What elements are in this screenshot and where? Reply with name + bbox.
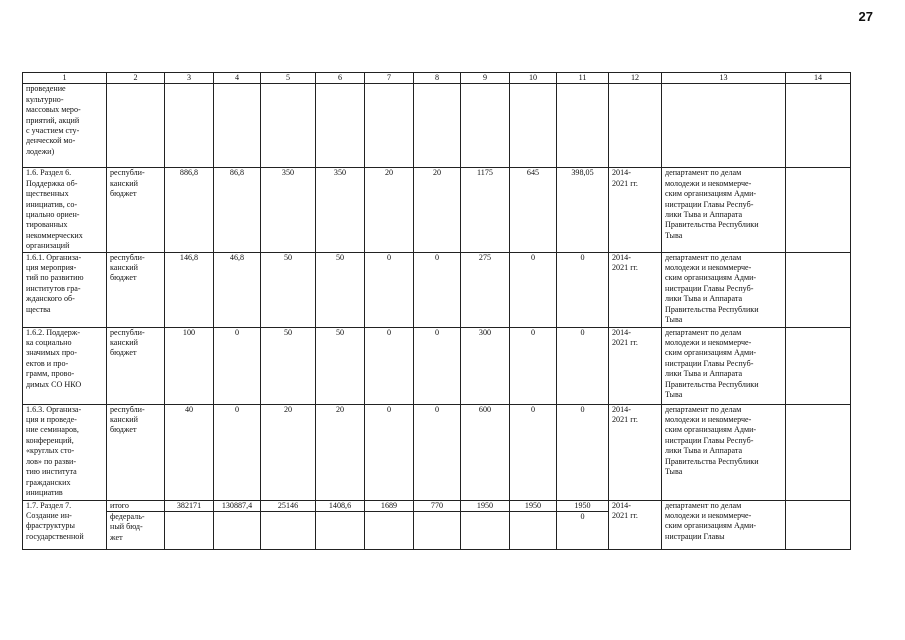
table-row — [23, 404, 851, 500]
value-cell: 146,8 — [165, 252, 214, 327]
value-cell — [316, 84, 365, 168]
source-cell: республи- канский бюджет — [107, 327, 165, 404]
value-cell — [214, 84, 261, 168]
value-cell: 20 — [261, 404, 316, 500]
result-cell — [786, 404, 851, 500]
value-cell: 350 — [261, 168, 316, 252]
table-row — [23, 500, 851, 511]
value-cell: 0 — [557, 252, 609, 327]
value-cell: 275 — [461, 252, 510, 327]
value-cell — [165, 512, 214, 550]
executor-cell: департамент по делам молодежи и некоммерче- ским организациям Адми- нистрации Главы Респуб- лики Тыва и Аппарата Правительства Республики Тыва — [662, 168, 786, 252]
header-cell: 4 — [214, 73, 261, 84]
table-row — [23, 168, 851, 252]
value-cell: 25146 — [261, 500, 316, 511]
executor-cell: департамент по делам молодежи и некоммерче- ским организациям Адми- нистрации Главы Респуб- лики Тыва и Аппарата Правительства Республики Тыва — [662, 252, 786, 327]
value-cell: 382171 — [165, 500, 214, 511]
value-cell: 398,05 — [557, 168, 609, 252]
value-cell: 0 — [214, 404, 261, 500]
header-cell: 9 — [461, 73, 510, 84]
header-cell: 2 — [107, 73, 165, 84]
value-cell: 645 — [510, 168, 557, 252]
source-cell: республи- канский бюджет — [107, 404, 165, 500]
value-cell: 20 — [316, 404, 365, 500]
value-cell: 50 — [316, 327, 365, 404]
executor-cell: департамент по делам молодежи и некоммерче- ским организациям Адми- нистрации Главы Респуб- лики Тыва и Аппарата Правительства Республики Тыва — [662, 327, 786, 404]
value-cell: 0 — [365, 404, 414, 500]
period-cell: 2014- 2021 гг. — [609, 500, 662, 549]
value-cell: 0 — [414, 404, 461, 500]
value-cell — [414, 512, 461, 550]
header-cell: 6 — [316, 73, 365, 84]
value-cell — [557, 84, 609, 168]
executor-cell: департамент по делам молодежи и некоммерче- ским организациям Адми- нистрации Главы — [662, 500, 786, 549]
value-cell: 20 — [414, 168, 461, 252]
value-cell: 40 — [165, 404, 214, 500]
period-cell: 2014- 2021 гг. — [609, 404, 662, 500]
value-cell: 50 — [261, 327, 316, 404]
measure-name-cell: 1.7. Раздел 7. Создание ин- фраструктуры государственной — [23, 500, 107, 549]
value-cell: 20 — [365, 168, 414, 252]
value-cell: 1950 — [510, 500, 557, 511]
result-cell — [786, 500, 851, 549]
value-cell — [261, 512, 316, 550]
value-cell: 86,8 — [214, 168, 261, 252]
value-cell: 1950 — [461, 500, 510, 511]
executor-cell: департамент по делам молодежи и некоммерче- ским организациям Адми- нистрации Главы Респуб- лики Тыва и Аппарата Правительства Республики Тыва — [662, 404, 786, 500]
value-cell: 886,8 — [165, 168, 214, 252]
program-table — [22, 72, 851, 550]
value-cell: 0 — [510, 327, 557, 404]
value-cell: 600 — [461, 404, 510, 500]
header-cell: 3 — [165, 73, 214, 84]
result-cell — [786, 84, 851, 168]
executor-cell — [662, 84, 786, 168]
measure-name-cell: 1.6.3. Организа- ция и проведе- ние семинаров, конференций, «круглых сто- лов» по разви- тию института гражданских инициатив — [23, 404, 107, 500]
source-cell — [107, 84, 165, 168]
source-cell: республи- канский бюджет — [107, 168, 165, 252]
value-cell — [365, 512, 414, 550]
value-cell: 0 — [557, 512, 609, 550]
value-cell — [461, 84, 510, 168]
value-cell — [261, 84, 316, 168]
value-cell — [414, 84, 461, 168]
value-cell: 1408,6 — [316, 500, 365, 511]
value-cell: 0 — [557, 404, 609, 500]
table-row — [23, 84, 851, 168]
value-cell: 0 — [510, 404, 557, 500]
value-cell: 350 — [316, 168, 365, 252]
value-cell: 0 — [557, 327, 609, 404]
value-cell: 1689 — [365, 500, 414, 511]
header-cell: 5 — [261, 73, 316, 84]
header-row — [23, 73, 851, 84]
value-cell: 50 — [261, 252, 316, 327]
measure-name-cell: 1.6.1. Организа- ция мероприя- тий по развитию институтов гра- жданского об- щества — [23, 252, 107, 327]
result-cell — [786, 252, 851, 327]
value-cell — [165, 84, 214, 168]
header-cell: 1 — [23, 73, 107, 84]
value-cell: 0 — [365, 327, 414, 404]
result-cell — [786, 168, 851, 252]
value-cell — [365, 84, 414, 168]
header-cell: 8 — [414, 73, 461, 84]
value-cell: 1950 — [557, 500, 609, 511]
measure-name-cell: 1.6. Раздел 6. Поддержка об- щественных инициатив, со- циально ориен- тированных некоммерческих организаций — [23, 168, 107, 252]
table-row — [23, 252, 851, 327]
header-cell: 14 — [786, 73, 851, 84]
source-cell: федераль- ный бюд- жет — [107, 512, 165, 550]
header-cell: 12 — [609, 73, 662, 84]
header-cell: 11 — [557, 73, 609, 84]
measure-name-cell: проведение культурно- массовых меро- приятий, акций с участием сту- денческой мо- лодежи) — [23, 84, 107, 168]
page-number: 27 — [858, 9, 873, 24]
header-cell: 7 — [365, 73, 414, 84]
value-cell: 770 — [414, 500, 461, 511]
value-cell: 50 — [316, 252, 365, 327]
value-cell: 300 — [461, 327, 510, 404]
period-cell: 2014- 2021 гг. — [609, 327, 662, 404]
value-cell — [510, 84, 557, 168]
period-cell — [609, 84, 662, 168]
value-cell: 100 — [165, 327, 214, 404]
value-cell: 0 — [365, 252, 414, 327]
period-cell: 2014- 2021 гг. — [609, 252, 662, 327]
measure-name-cell: 1.6.2. Поддерж- ка социально значимых про- ектов и про- грамм, прово- димых СО НКО — [23, 327, 107, 404]
value-cell — [461, 512, 510, 550]
value-cell: 46,8 — [214, 252, 261, 327]
value-cell — [316, 512, 365, 550]
value-cell: 130887,4 — [214, 500, 261, 511]
source-cell: итого — [107, 500, 165, 511]
period-cell: 2014- 2021 гг. — [609, 168, 662, 252]
value-cell — [510, 512, 557, 550]
header-cell: 13 — [662, 73, 786, 84]
value-cell: 0 — [510, 252, 557, 327]
table-row — [23, 327, 851, 404]
value-cell: 0 — [414, 252, 461, 327]
result-cell — [786, 327, 851, 404]
source-cell: республи- канский бюджет — [107, 252, 165, 327]
value-cell: 0 — [214, 327, 261, 404]
value-cell — [214, 512, 261, 550]
value-cell: 0 — [414, 327, 461, 404]
value-cell: 1175 — [461, 168, 510, 252]
header-cell: 10 — [510, 73, 557, 84]
